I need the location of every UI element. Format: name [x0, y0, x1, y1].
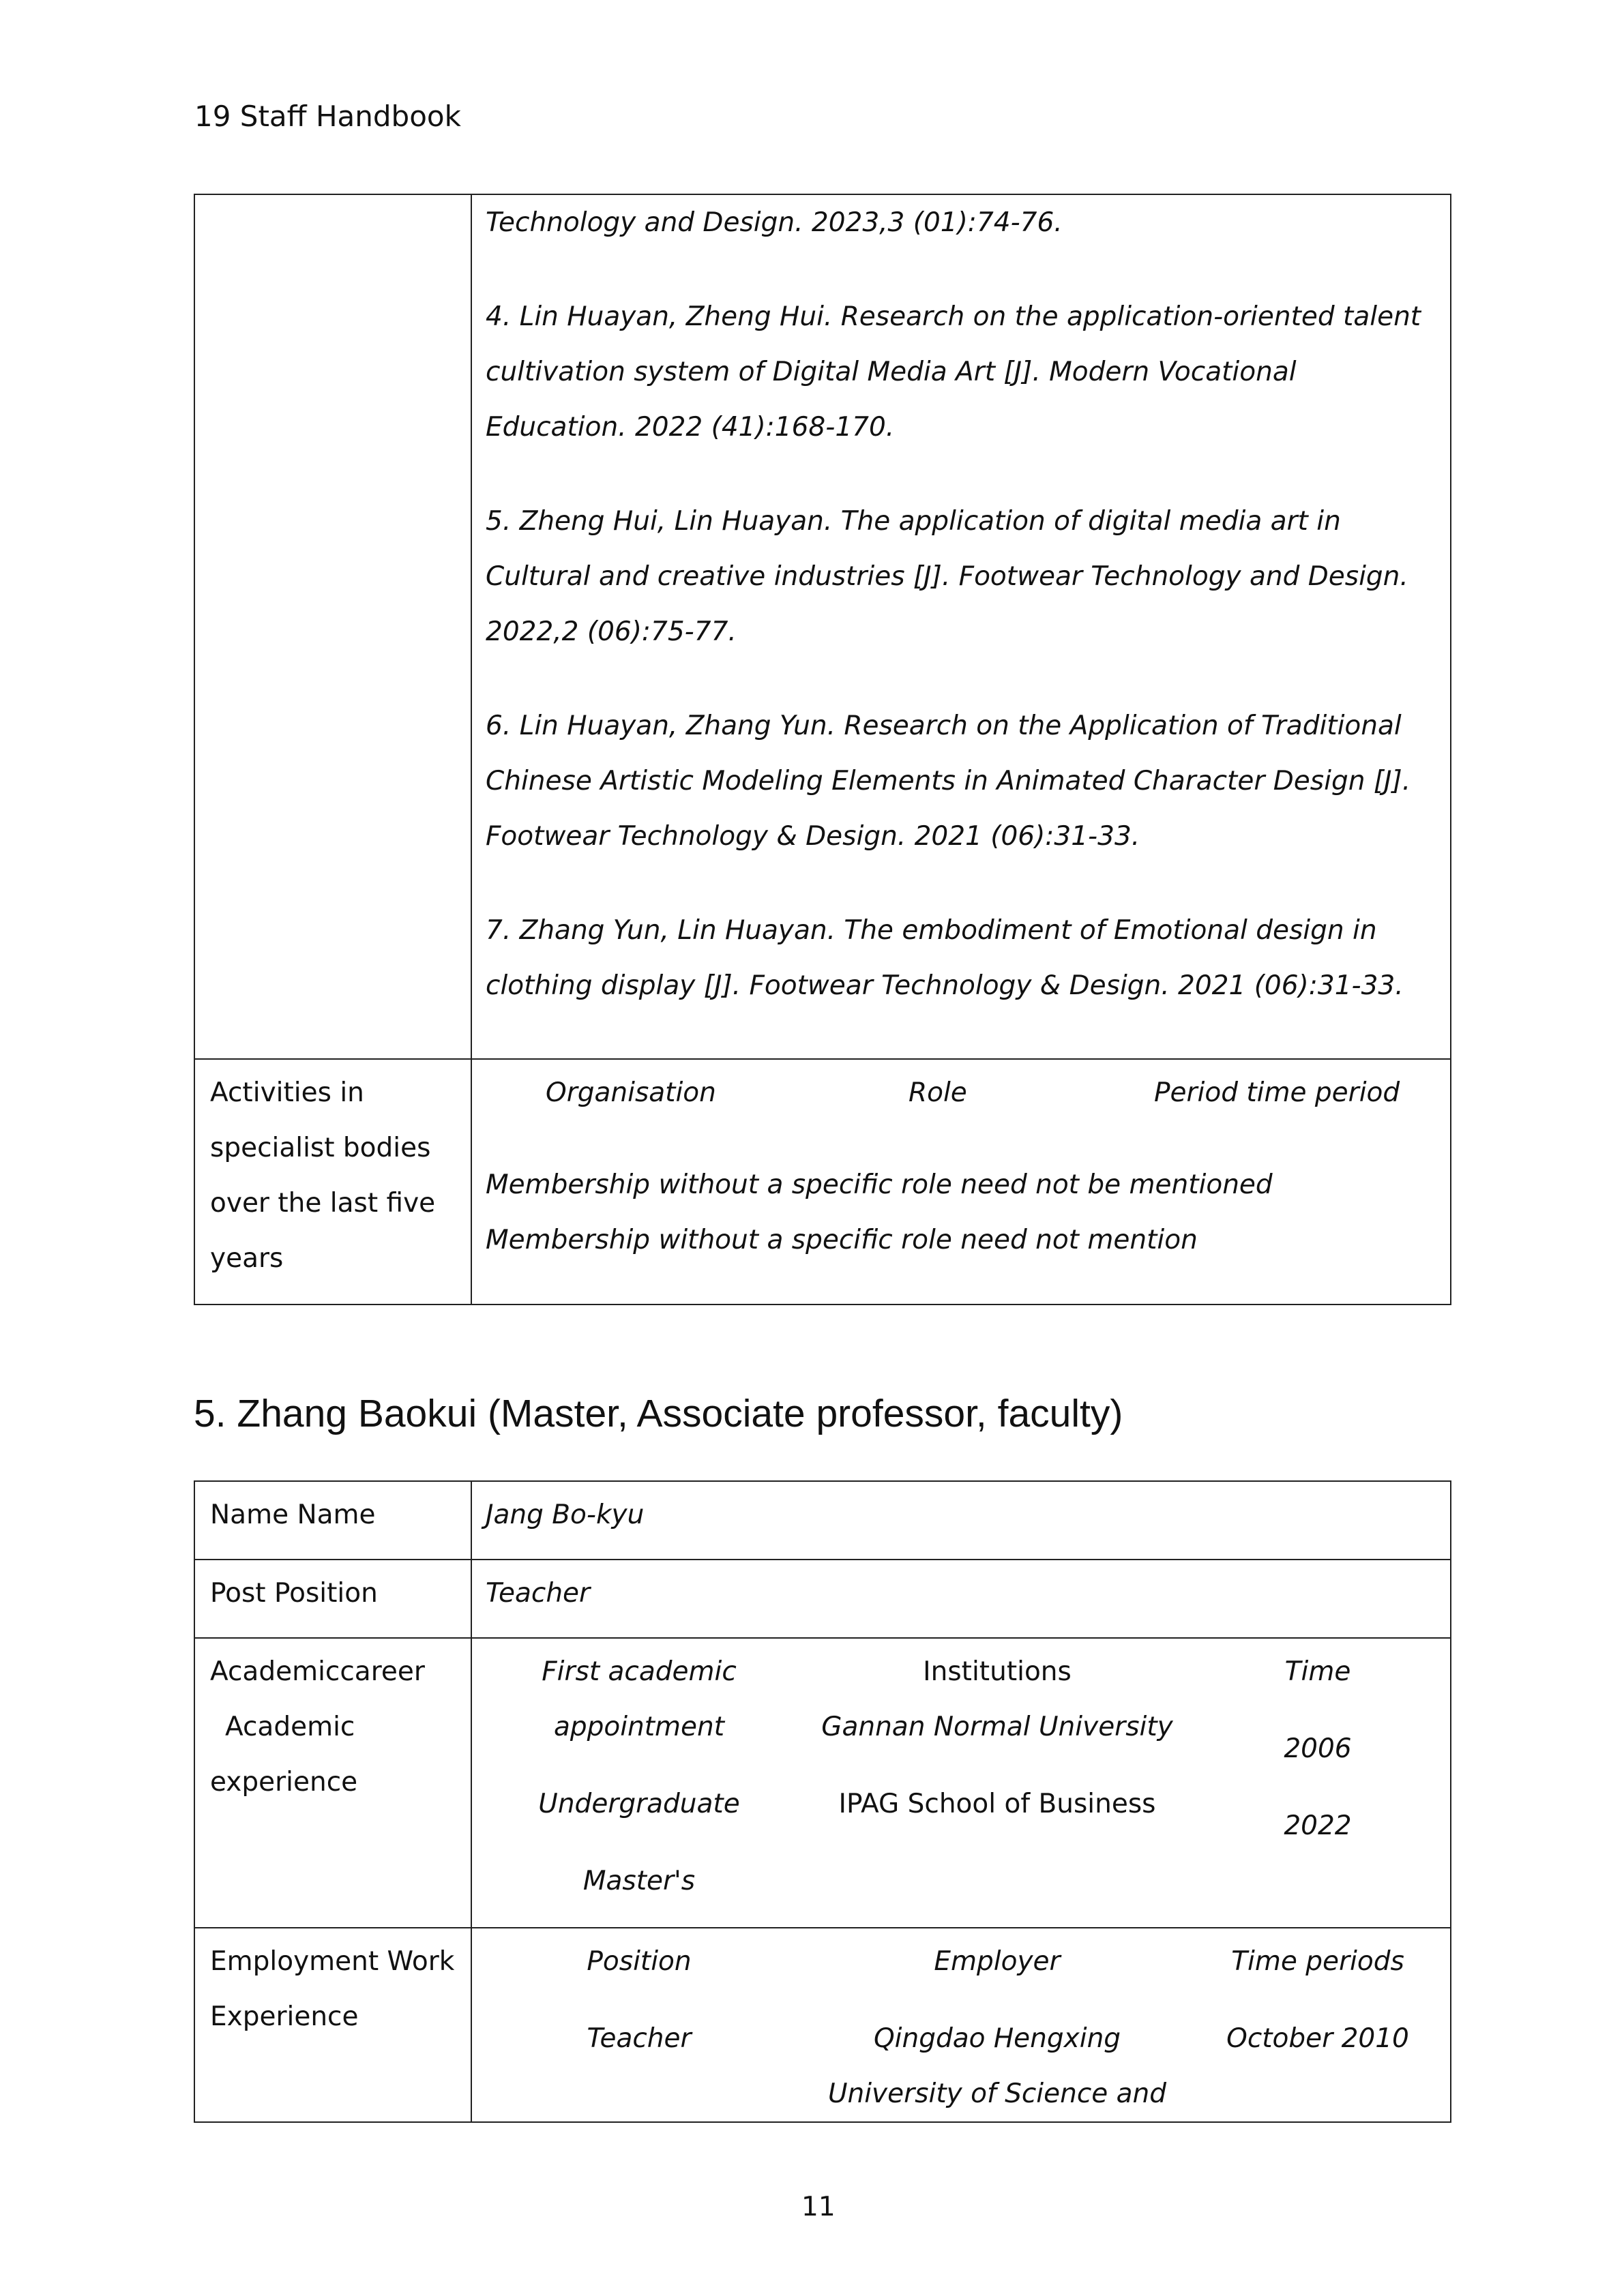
employment-label: [194, 1928, 471, 2122]
employment-cell: University of Science and: [827, 2078, 1167, 2109]
post-label: Post Position: [194, 1560, 471, 1638]
reference-item: 6. Lin Huayan, Zhang Yun. Research on the Application of Traditional Chinese Artistic Modeling Elements in Animated Character Design [J]. Footwear Technology & Design. 2021 (06):31-33.: [486, 711, 1411, 852]
employment-cell: Qingdao Hengxing: [873, 2023, 1121, 2054]
employment-cell: Teacher: [587, 2023, 692, 2054]
academic-cell: Undergraduate: [538, 1789, 740, 1819]
academic-cell: Time: [1284, 1656, 1351, 1687]
section-title: 5. Zhang Baokui (Master, Associate professor, faculty): [194, 1392, 1123, 1435]
employment-row: [194, 1928, 1451, 2122]
academic-content: [471, 1638, 1451, 1928]
running-header: 19 Staff Handbook: [194, 100, 461, 133]
col-period: Period time period: [1154, 1077, 1400, 1108]
employment-col-employer: [806, 1934, 1188, 2121]
post-value: Teacher: [471, 1560, 1451, 1638]
academic-label-line: experience: [210, 1767, 358, 1798]
publications-row: [194, 194, 1451, 1059]
membership-note: Membership without a specific role need not be mentioned Membership without a specific role need not mention: [486, 1169, 1273, 1255]
employment-col-position: [472, 1934, 806, 2121]
publications-list: [471, 194, 1451, 1059]
employment-header-cell: Employer: [934, 1946, 1061, 1977]
academic-label-line: Academiccareer: [210, 1656, 425, 1687]
academic-col-appointment: [472, 1644, 806, 1909]
publications-label-cell: [194, 194, 471, 1059]
activities-content: [471, 1059, 1451, 1304]
academic-label: [194, 1638, 471, 1928]
reference-item: Technology and Design. 2023,3 (01):74-76.: [486, 207, 1063, 238]
employment-content: [471, 1928, 1451, 2122]
academic-cell: 2022: [1284, 1810, 1352, 1841]
academic-col-institutions: [806, 1644, 1188, 1909]
name-label: Name Name: [194, 1481, 471, 1560]
staff-profile-table: [194, 1480, 1451, 2123]
academic-row: [194, 1638, 1451, 1928]
academic-cell: Master's: [582, 1866, 696, 1896]
name-value: Jang Bo-kyu: [471, 1481, 1451, 1560]
activities-label: Activities in specialist bodies over the last five years: [194, 1059, 471, 1304]
employment-header-cell: Position: [587, 1946, 692, 1977]
employment-header-cell: Time periods: [1231, 1946, 1404, 1977]
employment-col-time: [1188, 1934, 1447, 2121]
reference-item: 4. Lin Huayan, Zheng Hui. Research on the application-oriented talent cultivation system of Digital Media Art [J]. Modern Vocational Education. 2022 (41):168-170.: [486, 301, 1421, 443]
employment-cell: October 2010: [1226, 2023, 1409, 2054]
academic-cell: Gannan Normal University: [821, 1712, 1173, 1742]
reference-item: 7. Zhang Yun, Lin Huayan. The embodiment of Emotional design in clothing display [J]. Footwear Technology & Design. 2021 (06):31-33.: [486, 915, 1404, 1001]
activities-row: [194, 1059, 1451, 1304]
post-row: [194, 1560, 1451, 1638]
academic-cell: First academic: [542, 1656, 737, 1687]
col-organisation: Organisation: [546, 1077, 716, 1108]
publications-table: [194, 194, 1451, 1305]
col-role: Role: [909, 1077, 967, 1108]
academic-cell: Institutions: [923, 1656, 1072, 1687]
employment-label-line: Experience: [210, 2001, 359, 2032]
name-row: [194, 1481, 1451, 1560]
academic-cell: 2006: [1284, 1733, 1352, 1764]
employment-label-line: Employment Work: [210, 1946, 455, 1977]
academic-col-time: [1188, 1644, 1447, 1909]
academic-cell: appointment: [553, 1712, 725, 1742]
activities-header: [486, 1065, 1436, 1120]
academic-label-line: Academic: [225, 1712, 355, 1742]
page-number: 11: [801, 2192, 836, 2222]
reference-item: 5. Zheng Hui, Lin Huayan. The application of digital media art in Cultural and creative industries [J]. Footwear Technology and Design. 2022,2 (06):75-77.: [486, 506, 1408, 647]
academic-cell: IPAG School of Business: [838, 1789, 1156, 1819]
